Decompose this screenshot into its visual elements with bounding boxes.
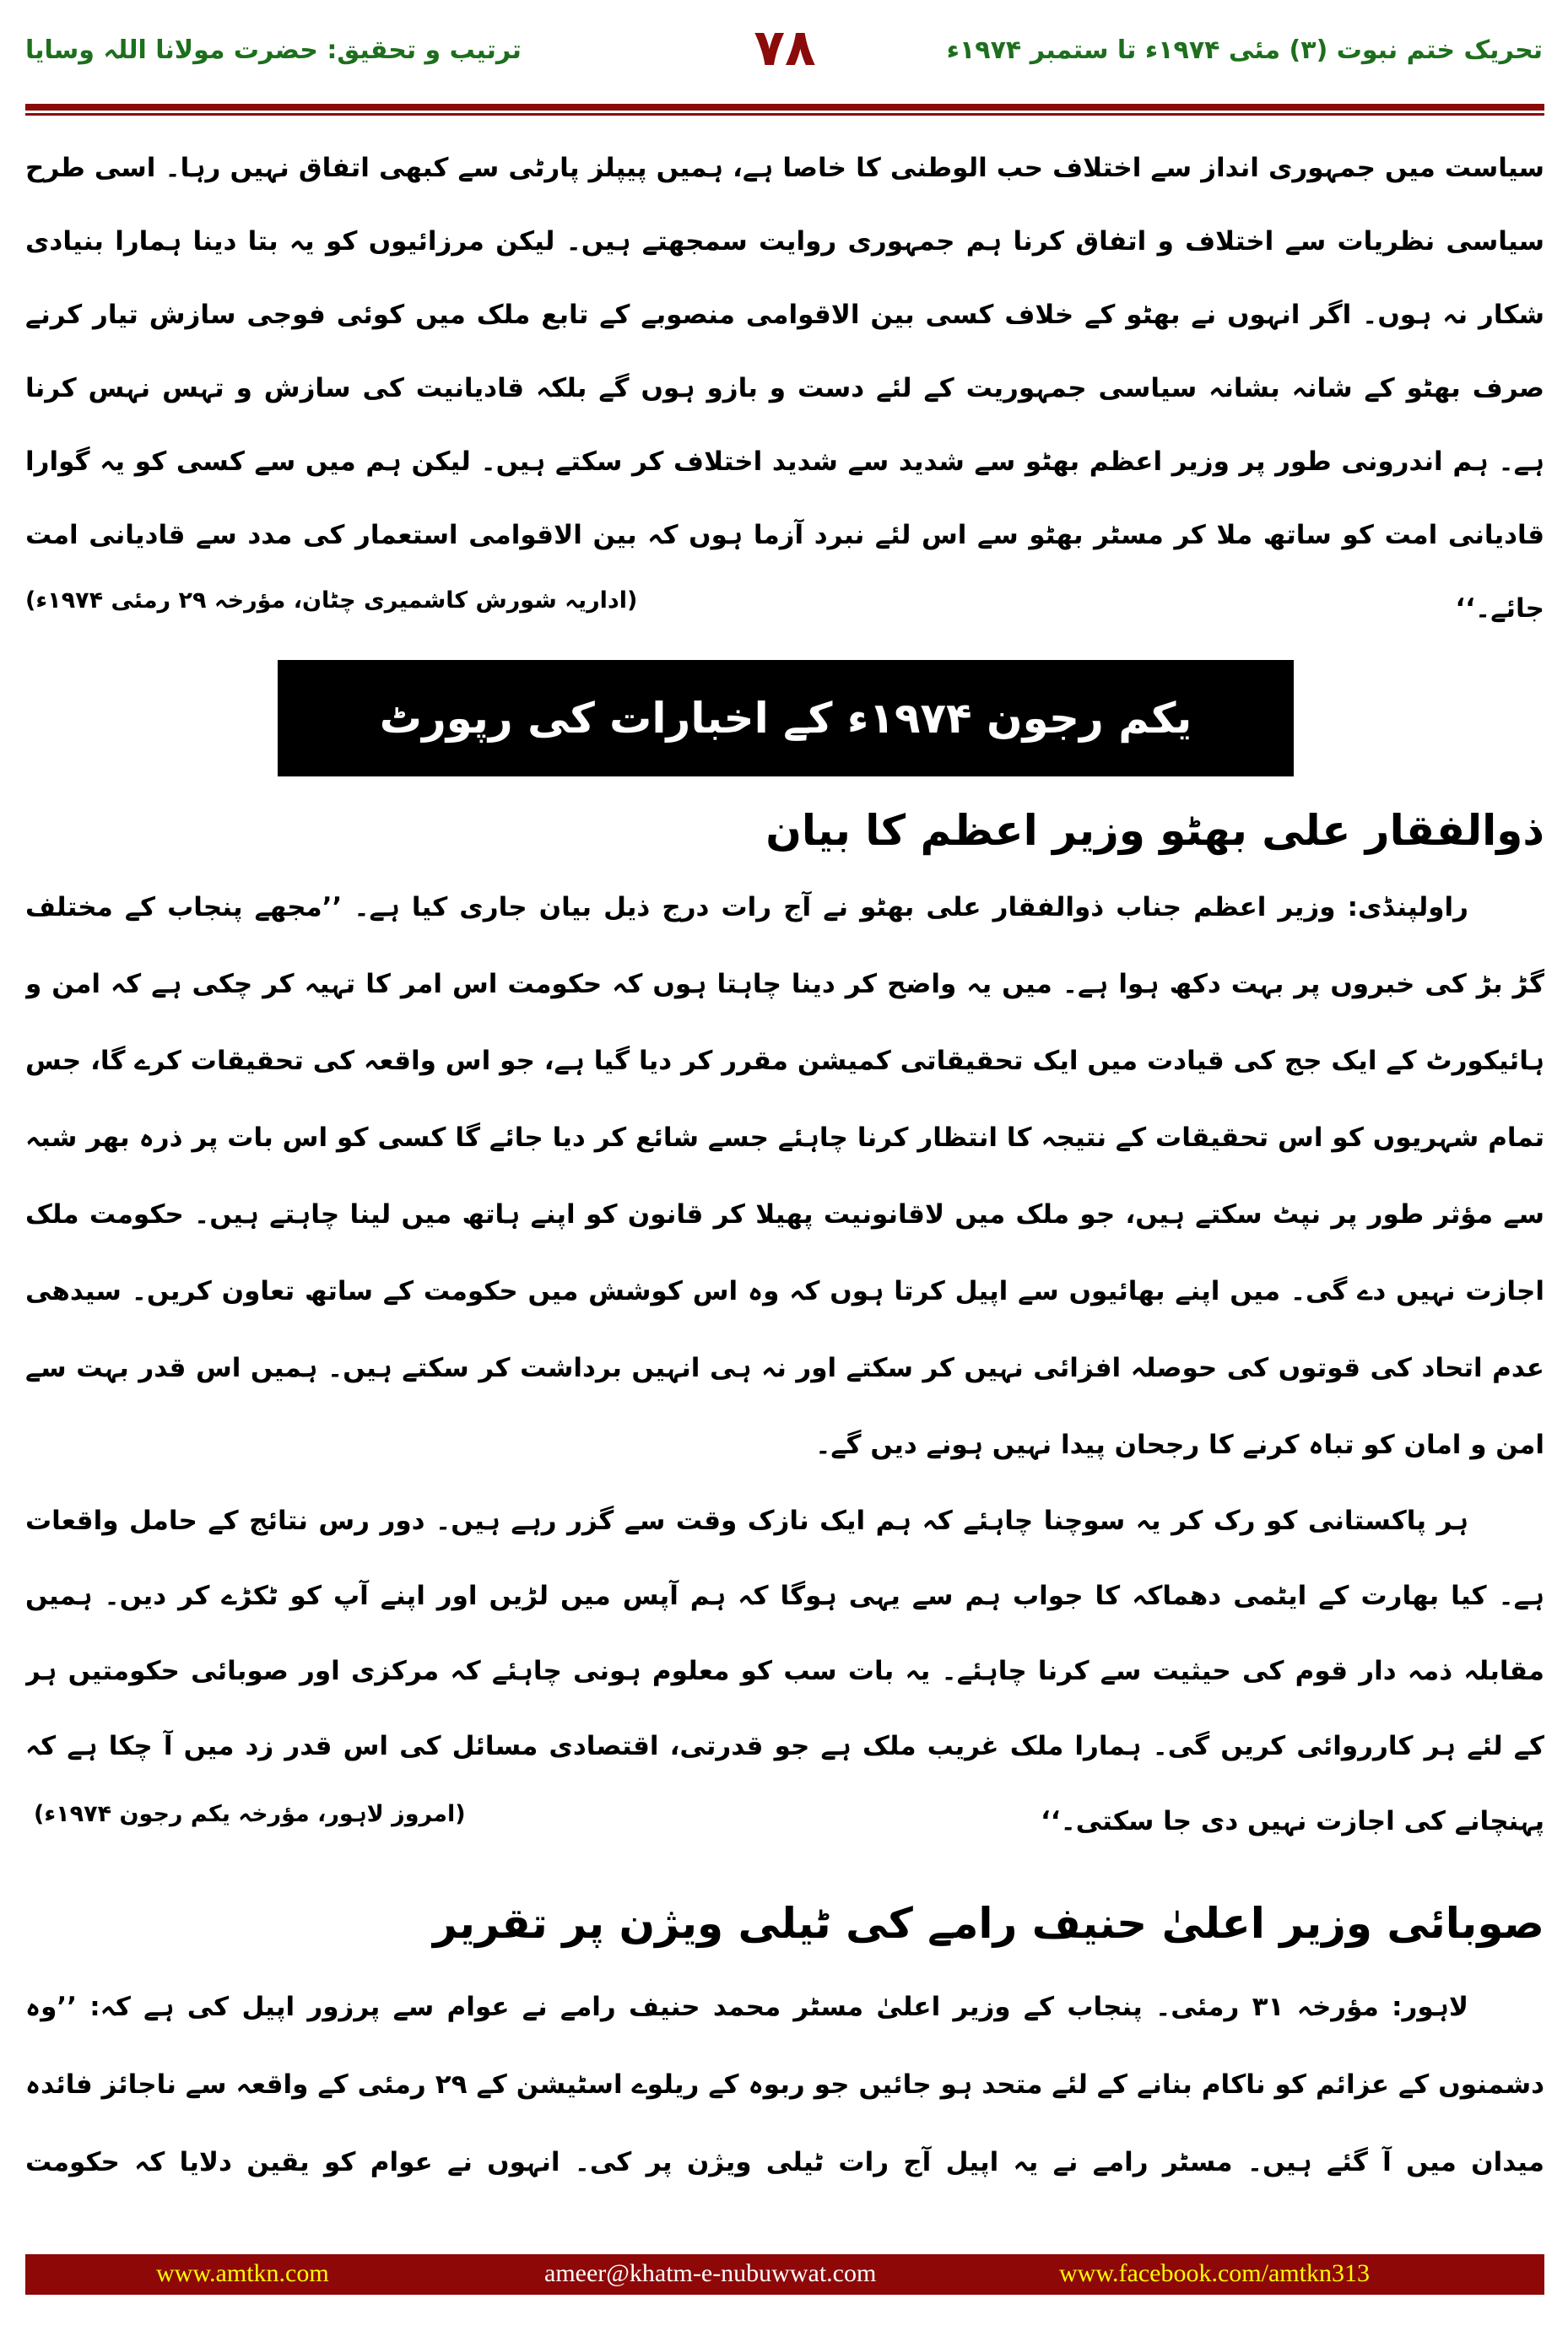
header-rule-thick <box>25 104 1544 111</box>
statement-paragraph <box>25 1484 1544 1859</box>
text-line: کے لئے ہر کارروائی کریں گی۔ ہمارا ملک غریب ملک ہے جو قدرتی، اقتصادی مسائل کی اس قدر زد میں آ چکا ہے کہ <box>25 1731 1544 1761</box>
text-line: جائے۔‘‘ <box>1455 593 1544 624</box>
editorial-paragraph <box>25 132 1544 646</box>
text-line: تمام شہریوں کو اس تحقیقات کے نتیجہ کا انتظار کرنا چاہئے جسے شائع کر دیا جائے گا کسی کو اس بات پر ذرہ بھر شبہ <box>25 1122 1544 1153</box>
text-line: اجازت نہیں دے گی۔ میں اپنے بھائیوں سے اپیل کرتا ہوں کہ وہ اس کوشش میں حکومت کے ساتھ تعاون کریں۔ سیدھی <box>25 1276 1544 1306</box>
section-heading: ذوالفقار علی بھٹو وزیر اعظم کا بیان <box>765 806 1544 855</box>
text-line: میدان میں آ گئے ہیں۔ مسٹر رامے نے یہ اپیل آج رات ٹیلی ویژن پر کی۔ انہوں نے عوام کو یقین دلایا کہ حکومت <box>25 2147 1544 2177</box>
book-title: تحریک ختم نبوت (۳) مئی ۱۹۷۴ء تا ستمبر ۱۹۷۴ء <box>946 35 1543 65</box>
text-line: سے مؤثر طور پر نپٹ سکتے ہیں، جو ملک میں لاقانونیت پھیلا کر قانون کو اپنے ہاتھ میں لینا چاہتے ہیں۔ حکومت ملک <box>25 1199 1544 1230</box>
text-line: صرف بھٹو کے شانہ بشانہ سیاسی جمہوریت کے لئے دست و بازو ہوں گے بلکہ قادیانیت کی سازش و تہس نہس کرنا <box>25 373 1544 403</box>
citation: (اداریہ شورش کاشمیری چٹان، مؤرخہ ۲۹ رمئی ۱۹۷۴ء) <box>25 587 638 614</box>
section-heading: صوبائی وزیر اعلیٰ حنیف رامے کی ٹیلی ویژن پر تقریر <box>433 1899 1544 1948</box>
text-line: قادیانی امت کو ساتھ ملا کر مسٹر بھٹو سے اس لئے نبرد آزما ہوں کہ بین الاقوامی استعمار کی مدد سے قادیانی امت <box>25 520 1544 550</box>
speech-paragraph <box>25 1968 1544 2201</box>
text-line: سیاسی نظریات سے اختلاف و اتفاق کرنا ہم جمہوری روایت سمجھتے ہیں۔ لیکن مرزائیوں کو یہ بتا دینا ہمارا بنیادی <box>25 226 1544 257</box>
header-rule-thin <box>25 113 1544 116</box>
compiler-credit: ترتیب و تحقیق: حضرت مولانا اللہ وسایا <box>25 35 522 65</box>
footer-bar <box>25 2254 1544 2295</box>
text-line: سیاست میں جمہوری انداز سے اختلاف حب الوطنی کا خاصا ہے، ہمیں پیپلز پارٹی سے کبھی اتفاق نہیں رہا۔ اسی طرح <box>25 153 1544 183</box>
text-line: عدم اتحاد کی قوتوں کی حوصلہ افزائی نہیں کر سکتے اور نہ ہی انہیں برداشت کر سکتے ہیں۔ ہمیں اس قدر بہت سے <box>25 1353 1544 1383</box>
page-number: ۷۸ <box>754 19 816 78</box>
text-line: ہے۔ کیا بھارت کے ایٹمی دھماکہ کا جواب ہم سے یہی ہوگا کہ ہم آپس میں لڑیں اور اپنے آپ کو ٹکڑے کر دیں۔ ہمیں <box>25 1581 1544 1611</box>
text-line: ہر پاکستانی کو رک کر یہ سوچنا چاہئے کہ ہم ایک نازک وقت سے گزر رہے ہیں۔ دور رس نتائج کے حامل واقعات <box>25 1506 1468 1536</box>
text-line: ہائیکورٹ کے ایک جج کی قیادت میں ایک تحقیقاتی کمیشن مقرر کر دیا گیا ہے، جو اس واقعہ کی تحقیقات کرے گا، جس <box>25 1046 1544 1076</box>
text-line: گڑ بڑ کی خبروں پر بہت دکھ ہوا ہے۔ میں یہ واضح کر دینا چاہتا ہوں کہ حکومت اس امر کا تہیہ کر چکی ہے کہ امن و <box>25 969 1544 999</box>
text-line: پہنچانے کی اجازت نہیں دی جا سکتی۔‘‘ <box>1041 1806 1544 1836</box>
statement-paragraph <box>25 869 1544 1484</box>
text-line: لاہور: مؤرخہ ۳۱ رمئی۔ پنجاب کے وزیر اعلیٰ مسٹر محمد حنیف رامے نے عوام سے پرزور اپیل کی ہے کہ: ’’وہ <box>25 1992 1468 2022</box>
text-line: شکار نہ ہوں۔ اگر انہوں نے بھٹو کے خلاف کسی بین الاقوامی منصوبے کے تابع ملک میں کوئی فوجی سازش تیار کرنے <box>25 300 1544 330</box>
text-line: ہے۔ ہم اندرونی طور پر وزیر اعظم بھٹو سے شدید سے شدید اختلاف کر سکتے ہیں۔ لیکن ہم میں سے کسی کو یہ گوارا <box>25 446 1544 477</box>
website-link[interactable]: www.amtkn.com <box>156 2259 329 2287</box>
text-line: دشمنوں کے عزائم کو ناکام بنانے کے لئے متحد ہو جائیں جو ربوہ کے ریلوے اسٹیشن کے ۲۹ رمئی کے واقعہ سے ناجائز فائدہ <box>25 2069 1544 2100</box>
text-line: امن و امان کو تباہ کرنے کا رجحان پیدا نہیں ہونے دیں گے۔ <box>815 1430 1544 1460</box>
section-banner: یکم رجون ۱۹۷۴ء کے اخبارات کی رپورٹ <box>278 660 1294 776</box>
facebook-link[interactable]: www.facebook.com/amtkn313 <box>1059 2259 1370 2287</box>
citation: (امروز لاہور، مؤرخہ یکم رجون ۱۹۷۴ء) <box>34 1801 466 1827</box>
text-line: مقابلہ ذمہ دار قوم کی حیثیت سے کرنا چاہئے۔ یہ بات سب کو معلوم ہونی چاہئے کہ مرکزی اور صوبائی حکومتیں ہر <box>25 1656 1544 1686</box>
text-line: راولپنڈی: وزیر اعظم جناب ذوالفقار علی بھٹو نے آج رات درج ذیل بیان جاری کیا ہے۔ ’’مجھے پنجاب کے مختلف <box>25 892 1468 922</box>
email-link[interactable]: ameer@khatm-e-nubuwwat.com <box>544 2259 877 2287</box>
